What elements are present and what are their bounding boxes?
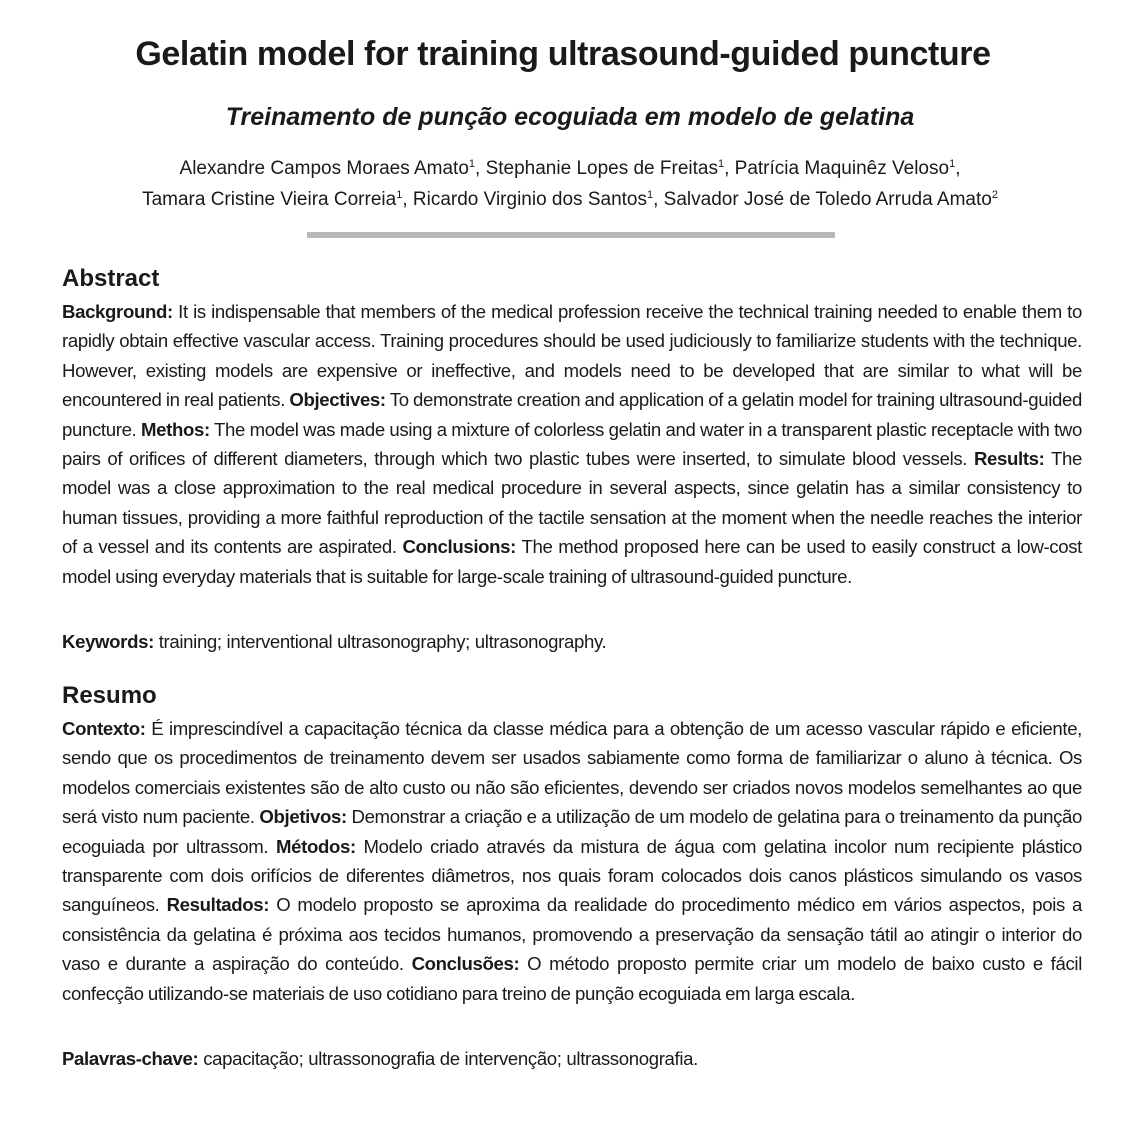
affiliation-mark: 1 — [468, 158, 476, 170]
resultados-text: O modelo proposto se aproxima da realidade do procedimento médico em vários aspectos, pois a consistência da gelatina é próxima aos tecidos humanos, promovendo a preservação da sensação tátil ao atingir o interior do vaso e durante a aspiração do conteúdo. — [62, 894, 1082, 975]
conclusions-label: Conclusions: — [402, 536, 517, 558]
author-separator: , — [955, 158, 961, 179]
results-text: The model was a close approximation to the real medical procedure in several aspects, since gelatin has a similar consistency to human tissues, providing a more faithful reproduction of the tactile sensation at the moment when the needle reaches the interior of a vessel and its contents are aspirated. — [62, 448, 1082, 558]
keywords-line — [62, 627, 1082, 656]
objectives-text: To demonstrate creation and application of a gelatin model for training ultrasound-guided puncture. — [62, 389, 1083, 440]
background-text: It is indispensable that members of the medical profession receive the technical training needed to enable them to rapidly obtain effective vascular access. Training procedures should be used judiciously to familiarize students with the technique. However, existing models are expensive or ineffective, and models need to be developed that are similar to what will be encountered in real patients. — [62, 301, 1082, 411]
objectives-label: Objectives: — [289, 389, 386, 411]
conclusions-text: The method proposed here can be used to easily construct a low-cost model using everyday materials that is suitable for large-scale training of ultrasound-guided puncture. — [62, 536, 1082, 587]
methods-text: The model was made using a mixture of colorless gelatin and water in a transparent plastic receptacle with two pairs of orifices of different diameters, through which two plastic tubes were inserted, to simulate blood vessels. — [62, 418, 1082, 470]
affiliation-mark: 1 — [396, 189, 403, 201]
author-name: , Stephanie Lopes de Freitas — [475, 158, 718, 179]
palavras-chave-line — [62, 1044, 1082, 1073]
conclusoes-label: Conclusões: — [411, 953, 520, 975]
palavras-chave-text: capacitação; ultrassonografia de intervenção; ultrassonografia. — [198, 1048, 698, 1069]
author-list — [0, 153, 1126, 215]
affiliation-mark: 1 — [949, 158, 956, 170]
conclusoes-text: O método proposto permite criar um modelo de baixo custo e fácil confecção utilizando-se materiais de uso cotidiano para treino de punção ecoguiada em larga escala. — [62, 953, 1082, 1004]
keywords-label: Keywords: — [62, 631, 154, 652]
contexto-text: É imprescindível a capacitação técnica da classe médica para a obtenção de um acesso vascular rápido e eficiente, sendo que os procedimentos de treinamento devem ser usados sabiamente como forma de familiarizar o aluno à técnica. Os modelos comerciais existentes são de alto custo ou não são eficientes, devendo ser criados novos modelos semelhantes ao que será visto num paciente. — [62, 718, 1082, 828]
paper-title: Gelatin model for training ultrasound-guided puncture — [135, 35, 991, 73]
palavras-chave-label: Palavras-chave: — [62, 1048, 199, 1069]
background-label: Background: — [62, 301, 173, 322]
resumo-body — [62, 714, 1082, 1008]
objetivos-label: Objetivos: — [259, 806, 347, 828]
results-label: Results: — [973, 448, 1045, 470]
author-name: Tamara Cristine Vieira Correia — [142, 189, 397, 210]
header-divider — [307, 232, 835, 238]
author-name: Alexandre Campos Moraes Amato — [179, 158, 469, 179]
resultados-label: Resultados: — [166, 894, 270, 916]
metodos-label: Métodos: — [275, 835, 356, 857]
affiliation-mark: 1 — [717, 158, 725, 170]
metodos-text: Modelo criado através da mistura de água com gelatina incolor num recipiente plástico transparente com dois orifícios de diferentes diâmetros, nos quais foram colocados dois canos plásticos simulando os vasos sanguíneos. — [62, 835, 1082, 916]
methods-label: Methos: — [140, 418, 210, 440]
keywords-text: training; interventional ultrasonography; ultrasonography. — [153, 631, 607, 652]
resumo-heading: Resumo — [62, 682, 157, 709]
affiliation-mark: 2 — [991, 189, 998, 201]
contexto-label: Contexto: — [62, 718, 146, 739]
affiliation-mark: 1 — [646, 189, 654, 201]
paper-subtitle: Treinamento de punção ecoguiada em modelo de gelatina — [225, 103, 915, 131]
author-name: , Ricardo Virginio dos Santos — [402, 189, 647, 210]
abstract-body — [62, 297, 1082, 591]
abstract-heading: Abstract — [62, 265, 160, 292]
objetivos-text: Demonstrar a criação e a utilização de um modelo de gelatina para o treinamento da punção ecoguiada por ultrassom. — [62, 806, 1083, 857]
author-name: , Patrícia Maquinêz Veloso — [724, 158, 950, 179]
author-name: , Salvador José de Toledo Arruda Amato — [653, 189, 992, 210]
